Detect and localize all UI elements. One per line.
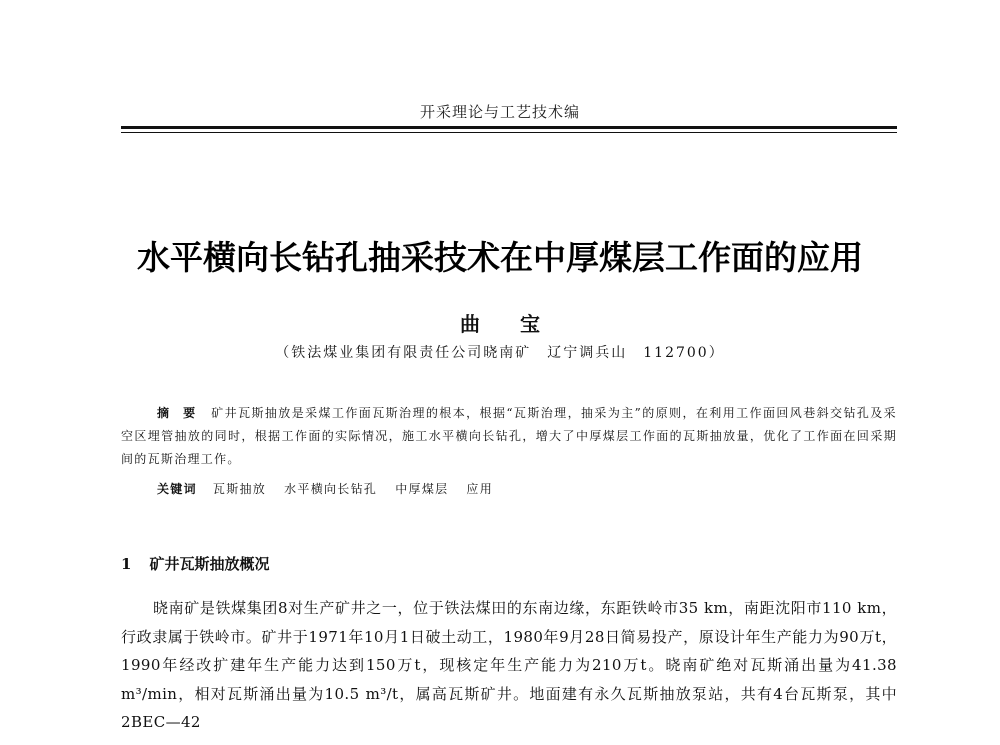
- body-paragraph: 晓南矿是铁煤集团8对生产矿井之一，位于铁法煤田的东南边缘，东距铁岭市35 km，南距沈阳市110 km，行政隶属于铁岭市。矿井于1971年10月1日破土动工，1980年9月28日简易投产，原设计年生产能力为90万t，1990年经改扩建年生产能力达到150万t，现核定年生产能力为210万t。晓南矿绝对瓦斯涌出量为41.38 m³/min，相对瓦斯涌出量为10.5 m³/t，属高瓦斯矿井。地面建有永久瓦斯抽放泵站，共有4台瓦斯泵，其中2BEC—42: [121, 599, 897, 731]
- author-name: 曲宝: [460, 312, 580, 336]
- header-rule-thin: [121, 132, 897, 133]
- keyword: 瓦斯抽放: [212, 482, 267, 496]
- keyword: 应用: [466, 482, 494, 496]
- paper-title: 水平横向长钻孔抽采技术在中厚煤层工作面的应用: [137, 238, 863, 277]
- header-rule-thick: [121, 126, 897, 129]
- section-heading: [121, 553, 269, 574]
- running-header: 开采理论与工艺技术编: [419, 103, 580, 121]
- keywords: [157, 480, 897, 497]
- author-affiliation: （铁法煤业集团有限责任公司晓南矿 辽宁调兵山 112700）: [275, 345, 725, 361]
- abstract: [121, 402, 897, 471]
- keyword: 中厚煤层: [395, 482, 449, 496]
- keywords-label: 关键词: [157, 482, 197, 496]
- keyword: 水平横向长钻孔: [284, 482, 378, 496]
- abstract-text: 矿井瓦斯抽放是采煤工作面瓦斯治理的根本，根据“瓦斯治理，抽采为主”的原则，在利用工作面回风巷斜交钻孔及采空区埋管抽放的同时，根据工作面的实际情况，施工水平横向长钻孔，增大了中厚煤层工作面的瓦斯抽放量，优化了工作面在回采期间的瓦斯治理工作。: [121, 406, 897, 466]
- abstract-label: 摘要: [157, 406, 210, 420]
- section-title: 矿井瓦斯抽放概况: [149, 555, 270, 573]
- section-number: 1: [121, 555, 132, 573]
